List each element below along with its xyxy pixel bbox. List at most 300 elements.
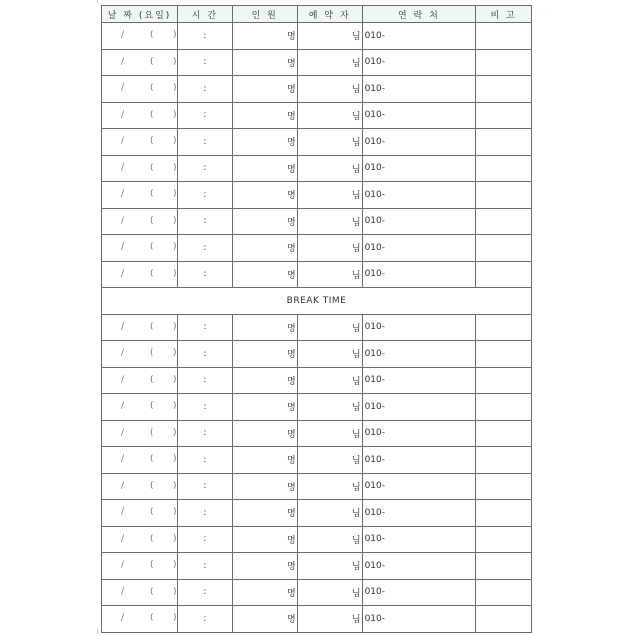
weekday-paren-open: ( — [150, 401, 154, 411]
contact-cell[interactable] — [362, 500, 476, 527]
weekday-paren-close: ) — [173, 83, 177, 93]
date-slash: / — [121, 162, 125, 173]
people-cell[interactable] — [232, 314, 297, 341]
weekday-paren-open: ( — [150, 348, 154, 358]
booker-suffix: 님 — [351, 138, 361, 149]
time-colon: : — [203, 348, 207, 359]
table-row — [102, 420, 532, 447]
booker-cell[interactable] — [297, 473, 362, 500]
time-colon: : — [203, 242, 207, 253]
date-slash: / — [121, 480, 125, 491]
date-slash: / — [121, 560, 125, 570]
people-cell[interactable] — [232, 23, 297, 50]
date-slash: / — [121, 268, 125, 279]
date-cell[interactable] — [102, 102, 178, 129]
people-cell[interactable] — [232, 341, 297, 368]
contact-prefix: 010- — [364, 216, 386, 227]
time-cell[interactable] — [178, 76, 233, 103]
date-cell[interactable] — [102, 473, 178, 500]
date-cell[interactable] — [102, 394, 178, 421]
rows-after-break — [102, 314, 532, 632]
booker-cell[interactable] — [297, 526, 362, 553]
rows-before-break — [102, 23, 532, 288]
date-slash: / — [121, 401, 125, 411]
contact-prefix: 010- — [364, 348, 386, 359]
table-row — [102, 102, 532, 129]
booker-suffix: 님 — [351, 615, 361, 626]
time-colon: : — [203, 401, 207, 412]
date-slash: / — [121, 136, 125, 146]
booker-suffix: 님 — [351, 376, 361, 387]
contact-cell[interactable] — [362, 553, 476, 580]
note-cell[interactable] — [476, 447, 532, 474]
note-cell[interactable] — [476, 182, 532, 209]
table-row — [102, 500, 532, 527]
contact-cell[interactable] — [362, 182, 476, 209]
date-slash: / — [121, 109, 125, 120]
date-cell[interactable] — [102, 76, 178, 103]
people-cell[interactable] — [232, 500, 297, 527]
contact-prefix: 010- — [364, 83, 386, 94]
note-cell[interactable] — [476, 129, 532, 156]
time-cell[interactable] — [178, 102, 233, 129]
people-unit: 명 — [286, 58, 296, 69]
header-time: 시 간 — [178, 6, 233, 23]
page-corner-mark-bottom — [97, 629, 98, 634]
booker-cell[interactable] — [297, 500, 362, 527]
note-cell[interactable] — [476, 367, 532, 394]
note-cell[interactable] — [476, 553, 532, 580]
weekday-paren-close: ) — [173, 189, 177, 199]
booker-cell[interactable] — [297, 394, 362, 421]
time-cell[interactable] — [178, 23, 233, 50]
people-unit: 명 — [286, 482, 296, 493]
header-booker: 예 약 자 — [297, 6, 362, 23]
contact-prefix: 010- — [364, 454, 386, 465]
people-unit: 명 — [286, 350, 296, 361]
people-cell[interactable] — [232, 367, 297, 394]
people-cell[interactable] — [232, 473, 297, 500]
table-row — [102, 606, 532, 633]
booker-suffix: 님 — [351, 509, 361, 520]
people-unit: 명 — [286, 403, 296, 414]
time-cell[interactable] — [178, 129, 233, 156]
weekday-paren-open: ( — [150, 613, 154, 623]
date-slash: / — [121, 321, 125, 332]
people-cell[interactable] — [232, 606, 297, 633]
break-row — [102, 288, 532, 315]
booker-suffix: 님 — [351, 323, 361, 334]
contact-cell[interactable] — [362, 606, 476, 633]
time-colon: : — [203, 322, 207, 333]
people-cell[interactable] — [232, 76, 297, 103]
time-colon: : — [203, 375, 207, 386]
contact-cell[interactable] — [362, 129, 476, 156]
weekday-paren-open: ( — [150, 560, 154, 570]
note-cell[interactable] — [476, 500, 532, 527]
contact-prefix: 010- — [364, 30, 386, 41]
table-row — [102, 155, 532, 182]
time-cell[interactable] — [178, 473, 233, 500]
contact-cell[interactable] — [362, 314, 476, 341]
people-cell[interactable] — [232, 447, 297, 474]
people-unit: 명 — [286, 138, 296, 149]
time-cell[interactable] — [178, 314, 233, 341]
note-cell[interactable] — [476, 76, 532, 103]
time-colon: : — [203, 507, 207, 518]
note-cell[interactable] — [476, 473, 532, 500]
date-cell[interactable] — [102, 261, 178, 288]
table-row — [102, 76, 532, 103]
weekday-paren-close: ) — [173, 348, 177, 358]
note-cell[interactable] — [476, 208, 532, 235]
contact-cell[interactable] — [362, 447, 476, 474]
break-time-label: BREAK TIME — [102, 288, 532, 315]
time-cell[interactable] — [178, 579, 233, 606]
note-cell[interactable] — [476, 314, 532, 341]
people-unit: 명 — [286, 429, 296, 440]
people-unit: 명 — [286, 562, 296, 573]
note-cell[interactable] — [476, 526, 532, 553]
weekday-paren-open: ( — [150, 56, 154, 67]
weekday-paren-close: ) — [173, 454, 177, 464]
note-cell[interactable] — [476, 606, 532, 633]
note-cell[interactable] — [476, 155, 532, 182]
reservation-table — [101, 5, 532, 633]
note-cell[interactable] — [476, 341, 532, 368]
date-slash: / — [121, 586, 125, 597]
weekday-paren-open: ( — [150, 321, 154, 332]
time-cell[interactable] — [178, 155, 233, 182]
booker-suffix: 님 — [351, 164, 361, 175]
people-unit: 명 — [286, 456, 296, 467]
contact-cell[interactable] — [362, 102, 476, 129]
time-cell[interactable] — [178, 500, 233, 527]
date-cell[interactable] — [102, 367, 178, 394]
date-slash: / — [121, 83, 125, 93]
weekday-paren-open: ( — [150, 268, 154, 279]
contact-cell[interactable] — [362, 473, 476, 500]
table-row — [102, 447, 532, 474]
booker-suffix: 님 — [351, 350, 361, 361]
time-cell[interactable] — [178, 49, 233, 76]
contact-cell[interactable] — [362, 394, 476, 421]
header-note: 비 고 — [476, 6, 532, 23]
note-cell[interactable] — [476, 420, 532, 447]
time-colon: : — [203, 163, 207, 174]
people-unit: 명 — [286, 217, 296, 228]
booker-suffix: 님 — [351, 456, 361, 467]
time-cell[interactable] — [178, 235, 233, 262]
booker-suffix: 님 — [351, 85, 361, 96]
note-cell[interactable] — [476, 102, 532, 129]
time-cell[interactable] — [178, 606, 233, 633]
table-row — [102, 473, 532, 500]
people-unit: 명 — [286, 32, 296, 43]
weekday-paren-close: ) — [173, 480, 177, 491]
contact-prefix: 010- — [364, 375, 386, 386]
date-cell[interactable] — [102, 129, 178, 156]
table-row — [102, 129, 532, 156]
time-cell[interactable] — [178, 182, 233, 209]
people-cell[interactable] — [232, 394, 297, 421]
date-cell[interactable] — [102, 314, 178, 341]
date-slash: / — [121, 374, 125, 385]
time-cell[interactable] — [178, 526, 233, 553]
weekday-paren-close: ) — [173, 560, 177, 570]
weekday-paren-close: ) — [173, 242, 177, 252]
note-cell[interactable] — [476, 49, 532, 76]
people-unit: 명 — [286, 588, 296, 599]
date-cell[interactable] — [102, 235, 178, 262]
people-cell[interactable] — [232, 579, 297, 606]
date-cell[interactable] — [102, 526, 178, 553]
date-cell[interactable] — [102, 49, 178, 76]
booker-cell[interactable] — [297, 208, 362, 235]
table-row — [102, 579, 532, 606]
date-slash: / — [121, 30, 125, 40]
booker-cell[interactable] — [297, 447, 362, 474]
weekday-paren-close: ) — [173, 401, 177, 411]
people-unit: 명 — [286, 376, 296, 387]
date-slash: / — [121, 454, 125, 464]
weekday-paren-close: ) — [173, 507, 177, 517]
time-colon: : — [203, 613, 207, 624]
booker-cell[interactable] — [297, 76, 362, 103]
time-cell[interactable] — [178, 553, 233, 580]
people-cell[interactable] — [232, 155, 297, 182]
booker-cell[interactable] — [297, 341, 362, 368]
contact-prefix: 010- — [364, 428, 386, 439]
people-unit: 명 — [286, 509, 296, 520]
weekday-paren-close: ) — [173, 56, 177, 67]
contact-prefix: 010- — [364, 560, 386, 571]
people-cell[interactable] — [232, 102, 297, 129]
time-cell[interactable] — [178, 394, 233, 421]
people-cell[interactable] — [232, 235, 297, 262]
note-cell[interactable] — [476, 394, 532, 421]
date-cell[interactable] — [102, 420, 178, 447]
people-unit: 명 — [286, 535, 296, 546]
time-colon: : — [203, 428, 207, 439]
booker-suffix: 님 — [351, 244, 361, 255]
time-colon: : — [203, 57, 207, 68]
booker-suffix: 님 — [351, 482, 361, 493]
weekday-paren-open: ( — [150, 533, 154, 544]
date-cell[interactable] — [102, 155, 178, 182]
weekday-paren-close: ) — [173, 109, 177, 120]
time-cell[interactable] — [178, 208, 233, 235]
weekday-paren-close: ) — [173, 162, 177, 173]
booker-suffix: 님 — [351, 535, 361, 546]
weekday-paren-open: ( — [150, 30, 154, 40]
contact-prefix: 010- — [364, 136, 386, 147]
people-unit: 명 — [286, 85, 296, 96]
contact-cell[interactable] — [362, 235, 476, 262]
header-row — [102, 6, 532, 23]
time-colon: : — [203, 83, 207, 94]
time-colon: : — [203, 269, 207, 280]
booker-cell[interactable] — [297, 606, 362, 633]
time-cell[interactable] — [178, 447, 233, 474]
time-colon: : — [203, 136, 207, 147]
table-row — [102, 553, 532, 580]
date-cell[interactable] — [102, 208, 178, 235]
weekday-paren-open: ( — [150, 586, 154, 597]
people-cell[interactable] — [232, 182, 297, 209]
booker-cell[interactable] — [297, 235, 362, 262]
time-colon: : — [203, 454, 207, 465]
table-row — [102, 314, 532, 341]
booker-cell[interactable] — [297, 553, 362, 580]
weekday-paren-open: ( — [150, 480, 154, 491]
booker-cell[interactable] — [297, 129, 362, 156]
people-unit: 명 — [286, 270, 296, 281]
date-cell[interactable] — [102, 579, 178, 606]
contact-cell[interactable] — [362, 49, 476, 76]
contact-cell[interactable] — [362, 367, 476, 394]
booker-cell[interactable] — [297, 23, 362, 50]
contact-cell[interactable] — [362, 155, 476, 182]
booker-cell[interactable] — [297, 420, 362, 447]
time-colon: : — [203, 534, 207, 545]
booker-suffix: 님 — [351, 562, 361, 573]
booker-suffix: 님 — [351, 403, 361, 414]
weekday-paren-close: ) — [173, 268, 177, 279]
date-cell[interactable] — [102, 500, 178, 527]
contact-prefix: 010- — [364, 269, 386, 280]
time-colon: : — [203, 587, 207, 598]
people-unit: 명 — [286, 164, 296, 175]
booker-cell[interactable] — [297, 49, 362, 76]
booker-cell[interactable] — [297, 102, 362, 129]
date-cell[interactable] — [102, 23, 178, 50]
table-row — [102, 49, 532, 76]
contact-cell[interactable] — [362, 23, 476, 50]
people-unit: 명 — [286, 191, 296, 202]
weekday-paren-close: ) — [173, 374, 177, 385]
date-cell[interactable] — [102, 447, 178, 474]
header-date: 날 짜 (요일) — [102, 6, 178, 23]
date-cell[interactable] — [102, 182, 178, 209]
people-cell[interactable] — [232, 49, 297, 76]
booker-cell[interactable] — [297, 155, 362, 182]
page-corner-mark — [97, 0, 98, 3]
booker-suffix: 님 — [351, 32, 361, 43]
header-people: 인 원 — [232, 6, 297, 23]
table-row — [102, 341, 532, 368]
people-cell[interactable] — [232, 526, 297, 553]
contact-cell[interactable] — [362, 261, 476, 288]
booker-suffix: 님 — [351, 191, 361, 202]
people-cell[interactable] — [232, 420, 297, 447]
contact-prefix: 010- — [364, 613, 386, 624]
weekday-paren-open: ( — [150, 83, 154, 93]
note-cell[interactable] — [476, 235, 532, 262]
contact-cell[interactable] — [362, 341, 476, 368]
time-cell[interactable] — [178, 261, 233, 288]
contact-prefix: 010- — [364, 401, 386, 412]
weekday-paren-close: ) — [173, 427, 177, 438]
time-colon: : — [203, 189, 207, 200]
booker-cell[interactable] — [297, 182, 362, 209]
date-cell[interactable] — [102, 606, 178, 633]
table-row — [102, 208, 532, 235]
weekday-paren-open: ( — [150, 374, 154, 385]
note-cell[interactable] — [476, 579, 532, 606]
contact-cell[interactable] — [362, 579, 476, 606]
contact-cell[interactable] — [362, 526, 476, 553]
weekday-paren-close: ) — [173, 136, 177, 146]
date-slash: / — [121, 215, 125, 226]
weekday-paren-open: ( — [150, 215, 154, 226]
weekday-paren-close: ) — [173, 215, 177, 226]
contact-cell[interactable] — [362, 420, 476, 447]
weekday-paren-open: ( — [150, 109, 154, 120]
people-cell[interactable] — [232, 261, 297, 288]
table-row — [102, 261, 532, 288]
note-cell[interactable] — [476, 23, 532, 50]
time-cell[interactable] — [178, 420, 233, 447]
booker-suffix: 님 — [351, 270, 361, 281]
contact-prefix: 010- — [364, 507, 386, 518]
table-row — [102, 182, 532, 209]
people-cell[interactable] — [232, 208, 297, 235]
contact-cell[interactable] — [362, 76, 476, 103]
weekday-paren-open: ( — [150, 136, 154, 146]
contact-prefix: 010- — [364, 242, 386, 253]
weekday-paren-close: ) — [173, 30, 177, 40]
booker-cell[interactable] — [297, 314, 362, 341]
table-row — [102, 394, 532, 421]
time-cell[interactable] — [178, 367, 233, 394]
time-colon: : — [203, 30, 207, 41]
contact-cell[interactable] — [362, 208, 476, 235]
booker-cell[interactable] — [297, 261, 362, 288]
booker-suffix: 님 — [351, 58, 361, 69]
weekday-paren-open: ( — [150, 162, 154, 173]
people-unit: 명 — [286, 111, 296, 122]
contact-prefix: 010- — [364, 57, 386, 68]
booker-cell[interactable] — [297, 579, 362, 606]
time-colon: : — [203, 481, 207, 492]
contact-prefix: 010- — [364, 163, 386, 174]
booker-cell[interactable] — [297, 367, 362, 394]
date-cell[interactable] — [102, 553, 178, 580]
table-row — [102, 526, 532, 553]
weekday-paren-close: ) — [173, 613, 177, 623]
booker-suffix: 님 — [351, 111, 361, 122]
note-cell[interactable] — [476, 261, 532, 288]
people-cell[interactable] — [232, 129, 297, 156]
contact-prefix: 010- — [364, 534, 386, 545]
weekday-paren-close: ) — [173, 533, 177, 544]
booker-suffix: 님 — [351, 217, 361, 228]
contact-prefix: 010- — [364, 322, 386, 333]
people-unit: 명 — [286, 323, 296, 334]
contact-prefix: 010- — [364, 189, 386, 200]
booker-suffix: 님 — [351, 429, 361, 440]
date-slash: / — [121, 507, 125, 517]
date-cell[interactable] — [102, 341, 178, 368]
people-cell[interactable] — [232, 553, 297, 580]
contact-prefix: 010- — [364, 110, 386, 121]
weekday-paren-open: ( — [150, 454, 154, 464]
date-slash: / — [121, 533, 125, 544]
time-cell[interactable] — [178, 341, 233, 368]
date-slash: / — [121, 348, 125, 358]
weekday-paren-open: ( — [150, 189, 154, 199]
